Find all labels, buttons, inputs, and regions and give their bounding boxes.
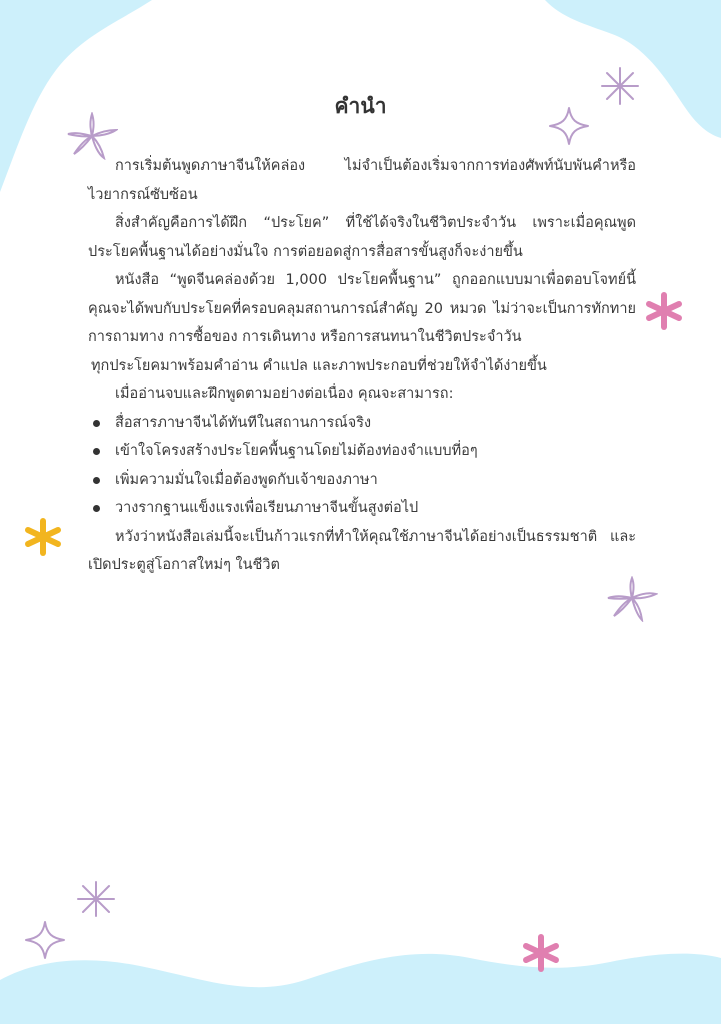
- starburst-icon: [606, 576, 658, 622]
- bottom-wave: [0, 954, 721, 1024]
- list-item: [88, 494, 636, 523]
- asterisk-icon: [522, 934, 560, 972]
- preface-body: [88, 152, 636, 580]
- paragraph: เมื่ออ่านจบและฝึกพูดตามอย่างต่อเนื่อง คุณจะสามารถ:: [115, 386, 454, 402]
- list-item-text: วางรากฐานแข็งแรงเพื่อเรียนภาษาจีนขั้นสูงต่อไป: [115, 500, 419, 516]
- bullet-icon: [93, 420, 100, 427]
- paragraph: หนังสือ “พูดจีนคล่องด้วย 1,000 ประโยคพื้นฐาน” ถูกออกแบบมาเพื่อตอบโจทย์นี้ คุณจะได้พบกับประโยคที่ครอบคลุมสถานการณ์สำคัญ 20 หมวด ไม่ว่าจะเป็นการทักทาย การถามทาง การซื้อของ การเดินทาง หรือการสนทนาในชีวิตประจำวัน: [88, 272, 636, 345]
- paragraph: ทุกประโยคมาพร้อมคำอ่าน คำแปล และภาพประกอบที่ช่วยให้จำได้ง่ายขึ้น: [91, 357, 547, 374]
- asterisk-icon: [645, 292, 683, 330]
- list-item-text: สื่อสารภาษาจีนได้ทันทีในสถานการณ์จริง: [115, 414, 372, 431]
- closing-paragraph: หวังว่าหนังสือเล่มนี้จะเป็นก้าวแรกที่ทำให้คุณใช้ภาษาจีนได้อย่างเป็นธรรมชาติ และเปิดประตูสู่โอกาสใหม่ๆ ในชีวิต: [88, 528, 636, 573]
- sparkle-icon: [76, 880, 116, 918]
- list-item: [88, 409, 636, 438]
- bullet-icon: [93, 505, 100, 512]
- sparkle-icon: [24, 920, 66, 960]
- paragraph: การเริ่มต้นพูดภาษาจีนให้คล่อง ไม่จำเป็นต้องเริ่มจากการท่องศัพท์นับพันคำหรือไวยากรณ์ซับซ้อน: [88, 158, 636, 203]
- list-item-text: เข้าใจโครงสร้างประโยคพื้นฐานโดยไม่ต้องท่องจำแบบที่อๆ: [115, 443, 478, 459]
- benefits-list: [88, 409, 636, 523]
- paragraph: สิ่งสำคัญคือการได้ฝึก “ประโยค” ที่ใช้ได้จริงในชีวิตประจำวัน เพราะเมื่อคุณพูดประโยคพื้นฐานได้อย่างมั่นใจ การต่อยอดสู่การสื่อสารขั้นสูงก็จะง่ายขึ้น: [88, 215, 636, 260]
- bullet-icon: [93, 448, 100, 455]
- list-item: [88, 437, 636, 466]
- list-item: [88, 466, 636, 495]
- asterisk-icon: [24, 518, 62, 556]
- page-title: คำนำ: [334, 94, 387, 118]
- bullet-icon: [93, 477, 100, 484]
- list-item-text: เพิ่มความมั่นใจเมื่อต้องพูดกับเจ้าของภาษา: [115, 471, 378, 488]
